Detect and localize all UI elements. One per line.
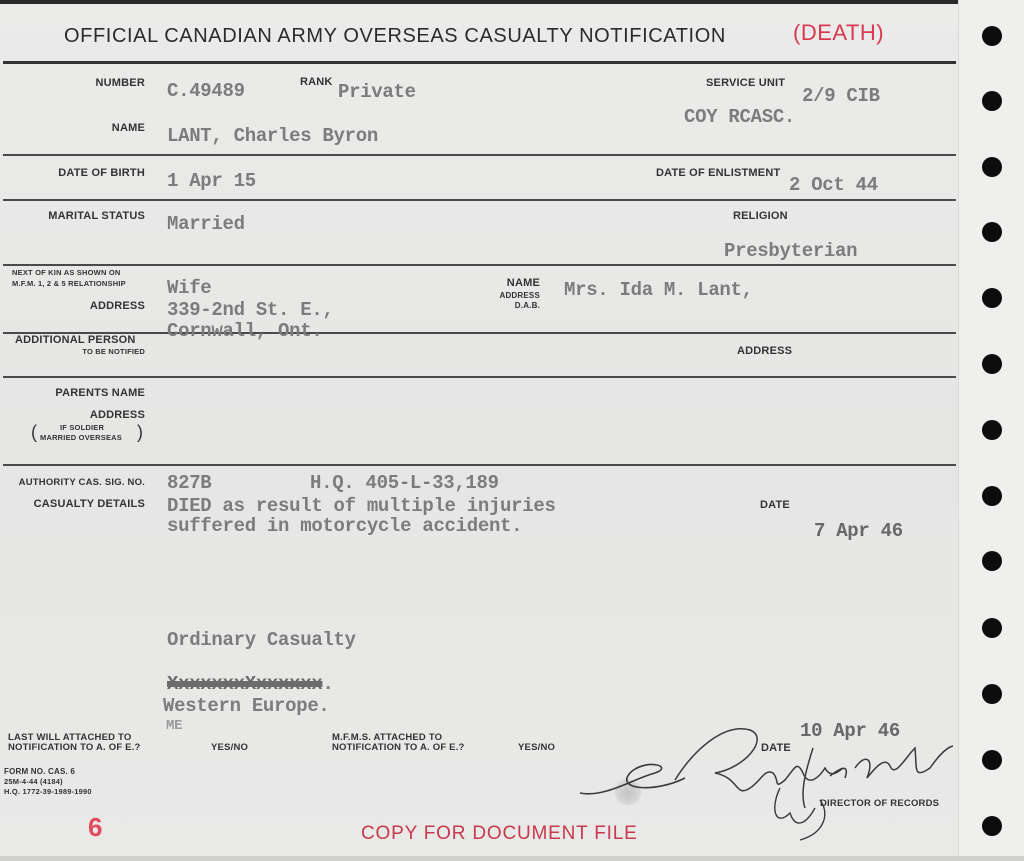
perforation-hole-icon bbox=[982, 420, 1002, 440]
initials-value: ME bbox=[166, 718, 183, 734]
additional-person-label: ADDITIONAL PERSON bbox=[15, 334, 136, 346]
nok-name-value: Mrs. Ida M. Lant, bbox=[564, 279, 753, 301]
parents-name-label: PARENTS NAME bbox=[55, 387, 145, 399]
paper-bottom-edge bbox=[0, 856, 1024, 861]
paper-top-edge bbox=[0, 0, 1024, 4]
nok-name-label: NAME bbox=[506, 277, 540, 289]
director-of-records-label: DIRECTOR OF RECORDS bbox=[820, 798, 940, 809]
signed-date-value: 10 Apr 46 bbox=[800, 720, 900, 742]
address-label: ADDRESS bbox=[89, 300, 145, 312]
rank-value: Private bbox=[338, 81, 416, 103]
number-label: NUMBER bbox=[95, 77, 145, 89]
struck-suffix: . bbox=[322, 673, 334, 695]
perforation-hole-icon bbox=[982, 816, 1002, 836]
divider bbox=[3, 332, 956, 334]
mfms-label-line1: M.F.M.S. ATTACHED TO bbox=[332, 732, 443, 743]
perforation-hole-icon bbox=[982, 91, 1002, 111]
notification-type: (DEATH) bbox=[793, 20, 885, 45]
perforation-hole-icon bbox=[982, 354, 1002, 374]
divider bbox=[3, 61, 956, 64]
perforation-hole-icon bbox=[982, 750, 1002, 770]
casualty-class-value: Ordinary Casualty bbox=[167, 629, 356, 651]
divider bbox=[3, 264, 956, 266]
date-of-enlistment-label: DATE OF ENLISTMENT bbox=[656, 167, 781, 179]
marital-status-label: MARITAL STATUS bbox=[48, 210, 145, 222]
perforation-hole-icon bbox=[982, 684, 1002, 704]
service-number-value: C.49489 bbox=[167, 80, 245, 102]
religion-label: RELIGION bbox=[733, 210, 788, 222]
casualty-date-value: 7 Apr 46 bbox=[814, 520, 903, 542]
last-will-yes-no[interactable]: YES/NO bbox=[211, 742, 249, 753]
struck-out-entry bbox=[167, 673, 334, 695]
hq-code: H.Q. 1772-39-1989-1990 bbox=[4, 787, 92, 796]
divider bbox=[3, 464, 956, 466]
marital-status-value: Married bbox=[167, 213, 245, 235]
authority-value: 827B bbox=[167, 472, 212, 494]
nok-dab-label: D.A.B. bbox=[514, 301, 540, 310]
perforation-hole-icon bbox=[982, 26, 1002, 46]
copy-label: COPY FOR DOCUMENT FILE bbox=[361, 823, 638, 844]
service-unit-value-line2: COY RCASC. bbox=[684, 106, 796, 128]
married-overseas-label: MARRIED OVERSEAS bbox=[40, 433, 122, 442]
address-line1-value: 339-2nd St. E., bbox=[167, 299, 334, 321]
hq-reference-value: H.Q. 405-L-33,189 bbox=[310, 472, 499, 494]
paren-close: ) bbox=[137, 422, 143, 442]
casualty-details-label: CASUALTY DETAILS bbox=[33, 498, 145, 510]
next-of-kin-label-line2: M.F.M. 1, 2 & 5 RELATIONSHIP bbox=[12, 279, 126, 288]
rank-label: RANK bbox=[300, 76, 333, 88]
if-soldier-label: IF SOLDIER bbox=[60, 423, 105, 432]
authority-label: AUTHORITY CAS. SIG. NO. bbox=[18, 477, 145, 488]
name-label: NAME bbox=[111, 122, 145, 134]
last-will-label-line2: NOTIFICATION TO A. OF E.? bbox=[8, 742, 141, 753]
perforation-hole-icon bbox=[982, 288, 1002, 308]
service-unit-label: SERVICE UNIT bbox=[706, 77, 786, 89]
perforation-hole-icon bbox=[982, 551, 1002, 571]
divider bbox=[3, 199, 956, 201]
perforation-hole-icon bbox=[982, 618, 1002, 638]
service-unit-value-line1: 2/9 CIB bbox=[802, 85, 880, 107]
paren-open: ( bbox=[31, 422, 37, 442]
divider bbox=[3, 154, 956, 156]
theatre-value: Western Europe. bbox=[163, 695, 330, 717]
mfms-yes-no[interactable]: YES/NO bbox=[518, 742, 556, 753]
perforation-hole-icon bbox=[982, 222, 1002, 242]
print-code: 25M-4-44 (4184) bbox=[4, 777, 63, 786]
copy-number: 6 bbox=[88, 812, 103, 842]
casualty-details-line2: suffered in motorcycle accident. bbox=[167, 515, 523, 537]
form-number: FORM NO. CAS. 6 bbox=[4, 767, 76, 776]
perforation-hole-icon bbox=[982, 157, 1002, 177]
nok-address-label: ADDRESS bbox=[499, 291, 540, 300]
soldier-name-value: LANT, Charles Byron bbox=[167, 125, 378, 147]
next-of-kin-label-line1: NEXT OF KIN AS SHOWN ON bbox=[12, 268, 121, 277]
relationship-value: Wife bbox=[167, 277, 212, 299]
parents-address-label: ADDRESS bbox=[89, 409, 145, 421]
to-be-notified-label: TO BE NOTIFIED bbox=[82, 347, 145, 356]
form-title: OFFICIAL CANADIAN ARMY OVERSEAS CASUALTY NOTIFICATION bbox=[64, 25, 726, 47]
perforation-hole-icon bbox=[982, 486, 1002, 506]
address-line2-value: Cornwall, Ont. bbox=[167, 320, 323, 342]
mfms-label-line2: NOTIFICATION TO A. OF E.? bbox=[332, 742, 465, 753]
casualty-date-label: DATE bbox=[760, 499, 790, 511]
signature-icon bbox=[575, 718, 965, 858]
casualty-details-line1: DIED as result of multiple injuries bbox=[167, 495, 556, 517]
date-of-enlistment-value: 2 Oct 44 bbox=[789, 174, 878, 196]
date-of-birth-label: DATE OF BIRTH bbox=[58, 167, 145, 179]
struck-out-text: XxxxxxxXxxxxxx bbox=[167, 673, 323, 695]
additional-address-label: ADDRESS bbox=[737, 345, 793, 357]
signed-date-label: DATE bbox=[761, 742, 791, 754]
religion-value: Presbyterian bbox=[724, 240, 858, 262]
date-of-birth-value: 1 Apr 15 bbox=[167, 170, 256, 192]
last-will-label-line1: LAST WILL ATTACHED TO bbox=[8, 732, 132, 743]
divider bbox=[3, 376, 956, 378]
